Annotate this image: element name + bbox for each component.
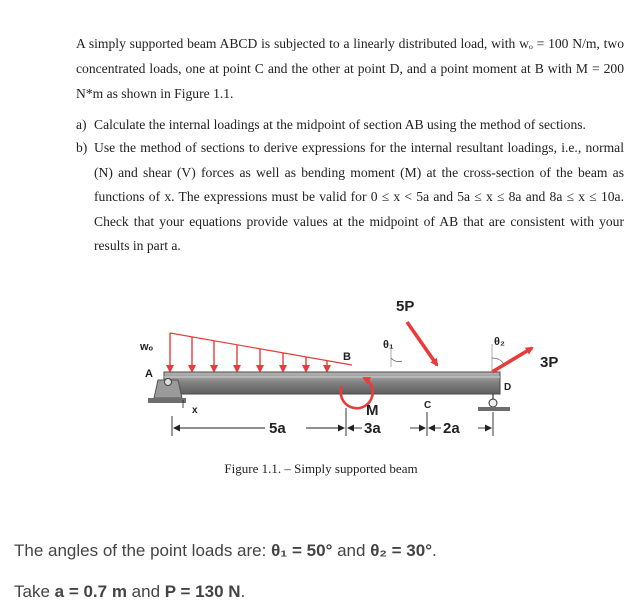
- take-end: .: [240, 582, 246, 601]
- problem-intro: A simply supported beam ABCD is subjected to a linearly distributed load, with wₒ = 100 N/m, two concentrated loads, one at point C and the other at point D, and a point moment at B with M = 200 N*m as shown in Figure 1.1.: [76, 36, 624, 101]
- part-b-label: b): [76, 140, 88, 155]
- beam: [164, 372, 500, 394]
- theta2-value: θ₂ = 30°: [370, 541, 433, 560]
- a-value: a = 0.7 m: [54, 582, 127, 601]
- label-dim-5a: 5a: [269, 420, 286, 437]
- label-m: M: [366, 402, 379, 419]
- load-3p-arrow: [492, 348, 532, 372]
- label-b: B: [343, 351, 351, 363]
- load-5p-arrow: [407, 322, 437, 365]
- part-b-text: Use the method of sections to derive expressions for the internal resultant loadings, i.e., normal (N) and shear (V) forces as well as bending moment (M) at the cross-section of the beam as functions of x. The expressions must be valid for 0 ≤ x < 5a and 5a ≤ x ≤ 8a and 8a ≤ x ≤ 10a. Check that your equations provide values at the midpoint of AB that are consistent with your results in part a.: [94, 140, 624, 253]
- part-a-text: Calculate the internal loadings at the midpoint of section AB using the method of sections.: [94, 117, 586, 132]
- label-w0: wₒ: [140, 341, 154, 353]
- label-theta1: θ₁: [383, 339, 394, 351]
- label-x: x: [192, 405, 198, 416]
- label-d: D: [504, 382, 512, 393]
- p-value: P = 130 N: [164, 582, 241, 601]
- roller-support-d: [478, 394, 510, 411]
- angles-line: [14, 541, 437, 561]
- take-and: and: [126, 582, 165, 601]
- part-a: [76, 113, 624, 138]
- label-dim-3a: 3a: [364, 420, 381, 437]
- angles-end: .: [432, 541, 437, 560]
- distributed-load: [170, 333, 352, 371]
- take-text: Take: [14, 582, 55, 601]
- beam-figure: [0, 290, 642, 450]
- label-5p: 5P: [396, 298, 415, 315]
- given-values-line: [14, 582, 245, 602]
- angles-and: and: [332, 541, 371, 560]
- label-theta2: θ₂: [494, 336, 505, 348]
- part-b: [76, 136, 624, 259]
- label-dim-2a: 2a: [443, 420, 460, 437]
- angles-text: The angles of the point loads are:: [14, 541, 272, 560]
- label-c: C: [424, 400, 432, 411]
- figure-caption: Figure 1.1. – Simply supported beam: [224, 461, 418, 476]
- theta1-value: θ₁ = 50°: [271, 541, 333, 560]
- label-3p: 3P: [540, 354, 559, 371]
- label-a: A: [145, 368, 153, 380]
- part-a-label: a): [76, 117, 87, 132]
